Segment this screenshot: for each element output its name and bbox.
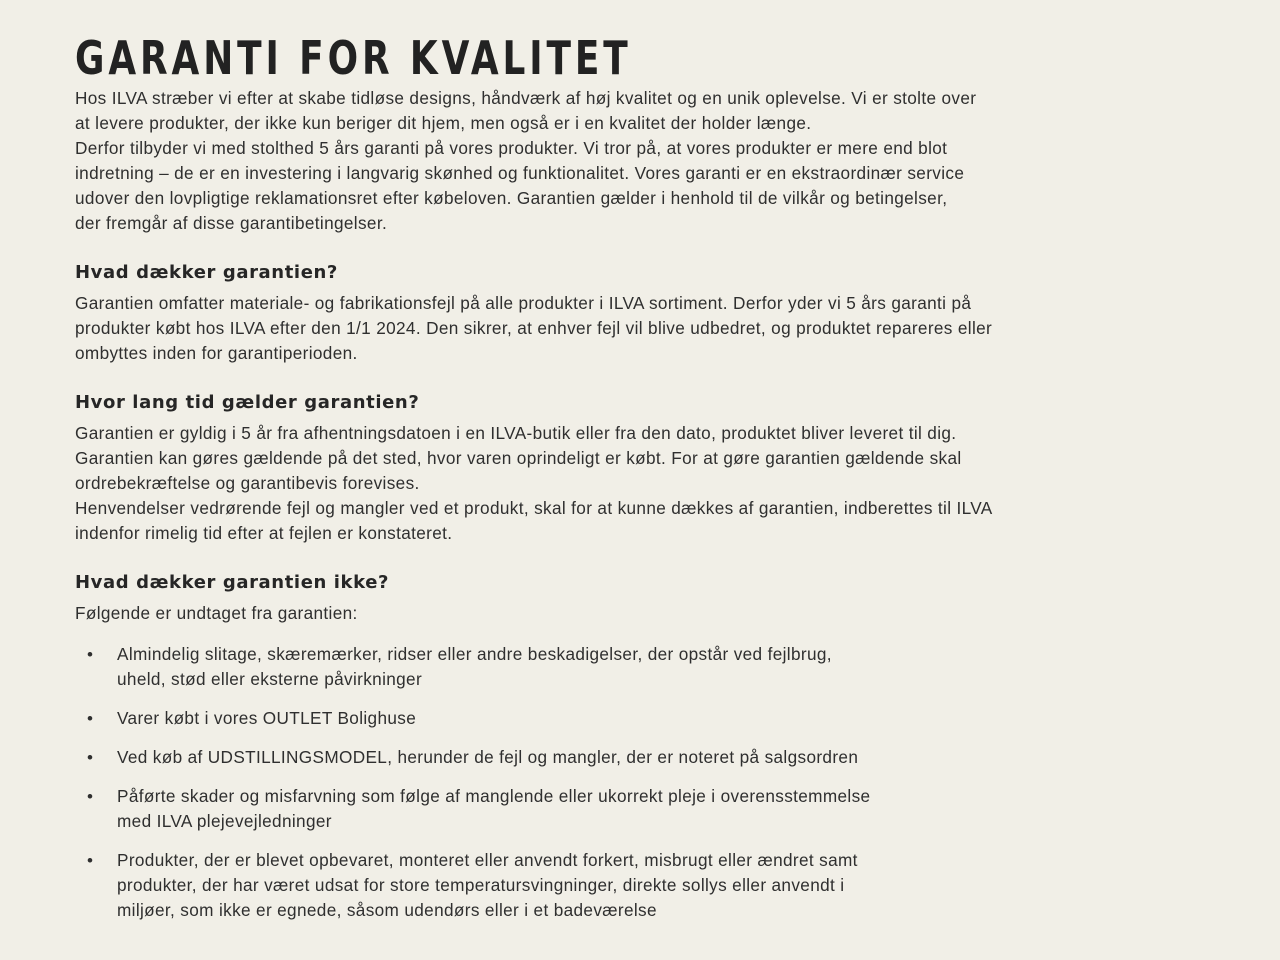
bullet-icon: •: [87, 645, 94, 664]
section-line: Garantien omfatter materiale- og fabrikationsfejl på alle produkter i ILVA sortiment. Derfor yder vi 5 års garanti på: [75, 293, 972, 313]
bullet-icon: •: [87, 748, 94, 767]
section-heading-duration: Hvor lang tid gælder garantien?: [75, 392, 420, 413]
bullet-icon: •: [87, 851, 94, 870]
list-item-line: Ved køb af UDSTILLINGSMODEL, herunder de fejl og mangler, der er noteret på salgsordren: [117, 747, 859, 767]
list-item-line: uheld, stød eller eksterne påvirkninger: [117, 669, 423, 689]
section-line: Garantien kan gøres gældende på det sted, hvor varen oprindeligt er købt. For at gøre garantien gældende skal: [75, 448, 962, 468]
list-item-line: med ILVA plejevejledninger: [117, 811, 332, 831]
intro-line: Derfor tilbyder vi med stolthed 5 års garanti på vores produkter. Vi tror på, at vores produkter er mere end blot: [75, 138, 948, 158]
intro-paragraph: [75, 86, 1220, 236]
intro-line: indretning – de er en investering i langvarig skønhed og funktionalitet. Vores garanti er en ekstraordinær service: [75, 163, 965, 183]
section-line: indenfor rimelig tid efter at fejlen er konstateret.: [75, 523, 453, 543]
list-item-line: Varer købt i vores OUTLET Bolighuse: [117, 708, 417, 728]
section-line: Garantien er gyldig i 5 år fra afhentningsdatoen i en ILVA-butik eller fra den dato, produktet bliver leveret til dig.: [75, 423, 957, 443]
list-item: [75, 745, 1220, 770]
section-coverage-text: [75, 291, 1220, 366]
section-line: produkter købt hos ILVA efter den 1/1 2024. Den sikrer, at enhver fejl vil blive udbedret, og produktet repareres eller: [75, 318, 993, 338]
section-line: Henvendelser vedrørende fejl og mangler ved et produkt, skal for at kunne dækkes af garantien, indberettes til ILVA: [75, 498, 993, 518]
intro-line: Hos ILVA stræber vi efter at skabe tidløse designs, håndværk af høj kvalitet og en unik oplevelse. Vi er stolte over: [75, 88, 977, 108]
bullet-icon: •: [87, 787, 94, 806]
intro-line: udover den lovpligtige reklamationsret efter købeloven. Garantien gælder i henhold til de vilkår og betingelser,: [75, 188, 948, 208]
section-line: ombyttes inden for garantiperioden.: [75, 343, 358, 363]
section-heading-exclusions: Hvad dækker garantien ikke?: [75, 572, 390, 593]
section-exclusions-text: [75, 601, 1220, 626]
intro-line: at levere produkter, der ikke kun beriger dit hjem, men også er i en kvalitet der holder længe.: [75, 113, 812, 133]
list-item-line: produkter, der har været udsat for store temperatursvingninger, direkte sollys eller anvendt i: [117, 875, 845, 895]
bullet-icon: •: [87, 709, 94, 728]
list-item-line: Påførte skader og misfarvning som følge af manglende eller ukorrekt pleje i overensstemmelse: [117, 786, 871, 806]
list-item-line: Almindelig slitage, skæremærker, ridser eller andre beskadigelser, der opstår ved fejlbrug,: [117, 644, 832, 664]
section-line: ordrebekræftelse og garantibevis forevises.: [75, 473, 420, 493]
list-item-line: miljøer, som ikke er egnede, såsom udendørs eller i et badeværelse: [117, 900, 657, 920]
list-item: [75, 848, 1220, 923]
list-item: [75, 706, 1220, 731]
section-line: Følgende er undtaget fra garantien:: [75, 603, 358, 623]
section-heading-coverage: Hvad dækker garantien?: [75, 262, 338, 283]
list-item: [75, 642, 1220, 692]
exclusions-list: [75, 642, 1220, 923]
intro-line: der fremgår af disse garantibetingelser.: [75, 213, 388, 233]
section-duration-text: [75, 421, 1220, 546]
list-item-line: Produkter, der er blevet opbevaret, monteret eller anvendt forkert, misbrugt eller ændret samt: [117, 850, 858, 870]
list-item: [75, 784, 1220, 834]
page-title: GARANTI FOR KVALITET: [75, 31, 632, 85]
